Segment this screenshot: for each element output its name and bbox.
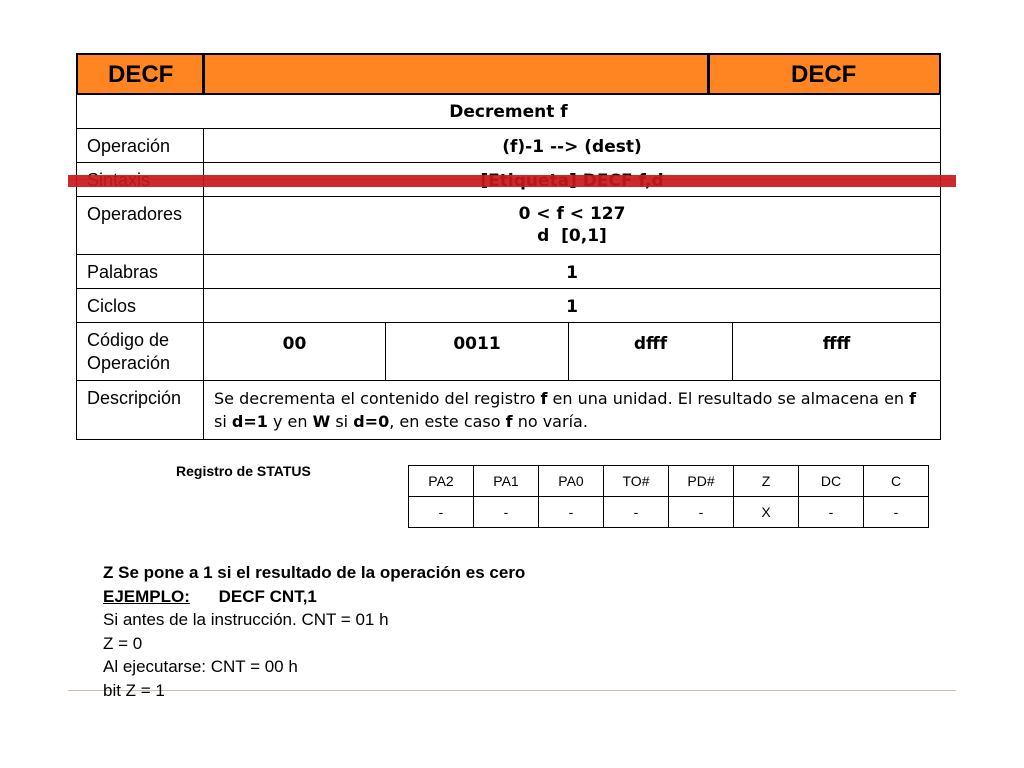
instruction-name: Decrement f [449, 102, 568, 122]
operacion-label: Operación [76, 128, 204, 163]
example-heading [103, 585, 525, 609]
opcode-field-3: dfff [568, 322, 733, 381]
status-flag-pa1: - [474, 497, 539, 528]
status-flag-pa0: - [539, 497, 604, 528]
opcode-field-1: 00 [203, 322, 386, 381]
descripcion-value: Se decrementa el contenido del registro f en una unidad. El resultado se almacena en f si d=1 y en W si d=0, en este caso f no varía. [203, 380, 941, 440]
header-middle-cell [203, 53, 709, 95]
instruction-name-cell [76, 94, 941, 129]
palabras-label: Palabras [76, 254, 204, 289]
status-bit-z: Z [734, 466, 799, 497]
status-flag-c: - [864, 497, 929, 528]
operacion-value: (f)-1 --> (dest) [203, 128, 941, 163]
operadores-destination: d [0,1] [537, 226, 607, 246]
mnemonic-left: DECF [108, 61, 174, 88]
opcode-field-4: ffff [732, 322, 941, 381]
header-right-cell [708, 53, 941, 95]
status-bit-pa1: PA1 [474, 466, 539, 497]
instruction-table [76, 53, 941, 440]
status-register-title: Registro de STATUS [176, 463, 311, 479]
status-bit-pa0: PA0 [539, 466, 604, 497]
opcode-field-2: 0011 [385, 322, 569, 381]
operadores-range: 0 < f < 127 [518, 204, 626, 224]
example-notes [103, 561, 525, 702]
status-bit-pd: PD# [669, 466, 734, 497]
descripcion-label: Descripción [76, 380, 204, 440]
status-bit-dc: DC [799, 466, 864, 497]
status-bit-c: C [864, 466, 929, 497]
operadores-value [203, 196, 941, 255]
example-after: Al ejecutarse: CNT = 00 h [103, 657, 298, 676]
status-flag-to: - [604, 497, 669, 528]
example-before: Si antes de la instrucción. CNT = 01 h [103, 610, 389, 629]
status-flag-z: X [734, 497, 799, 528]
operadores-label: Operadores [76, 196, 204, 255]
codigo-label: Código de Operación [76, 322, 204, 381]
status-flag-pa2: - [409, 497, 474, 528]
status-bit-pa2: PA2 [409, 466, 474, 497]
example-label: EJEMPLO: [103, 586, 190, 606]
ciclos-label: Ciclos [76, 288, 204, 323]
example-z0: Z = 0 [103, 633, 143, 653]
red-highlight-bar [68, 175, 956, 187]
status-flag-pd: - [669, 497, 734, 528]
ciclos-value: 1 [203, 288, 941, 323]
example-code: DECF CNT,1 [218, 586, 317, 606]
status-register-table [408, 465, 929, 528]
palabras-value: 1 [203, 254, 941, 289]
status-bit-to: TO# [604, 466, 669, 497]
mnemonic-right: DECF [791, 61, 857, 88]
header-left-cell [76, 53, 204, 95]
status-bits-row [409, 466, 929, 497]
status-flag-dc: - [799, 497, 864, 528]
status-affected-row [409, 497, 929, 528]
z-flag-note: Z Se pone a 1 si el resultado de la operación es cero [103, 563, 526, 582]
example-bitz: bit Z = 1 [103, 680, 165, 700]
